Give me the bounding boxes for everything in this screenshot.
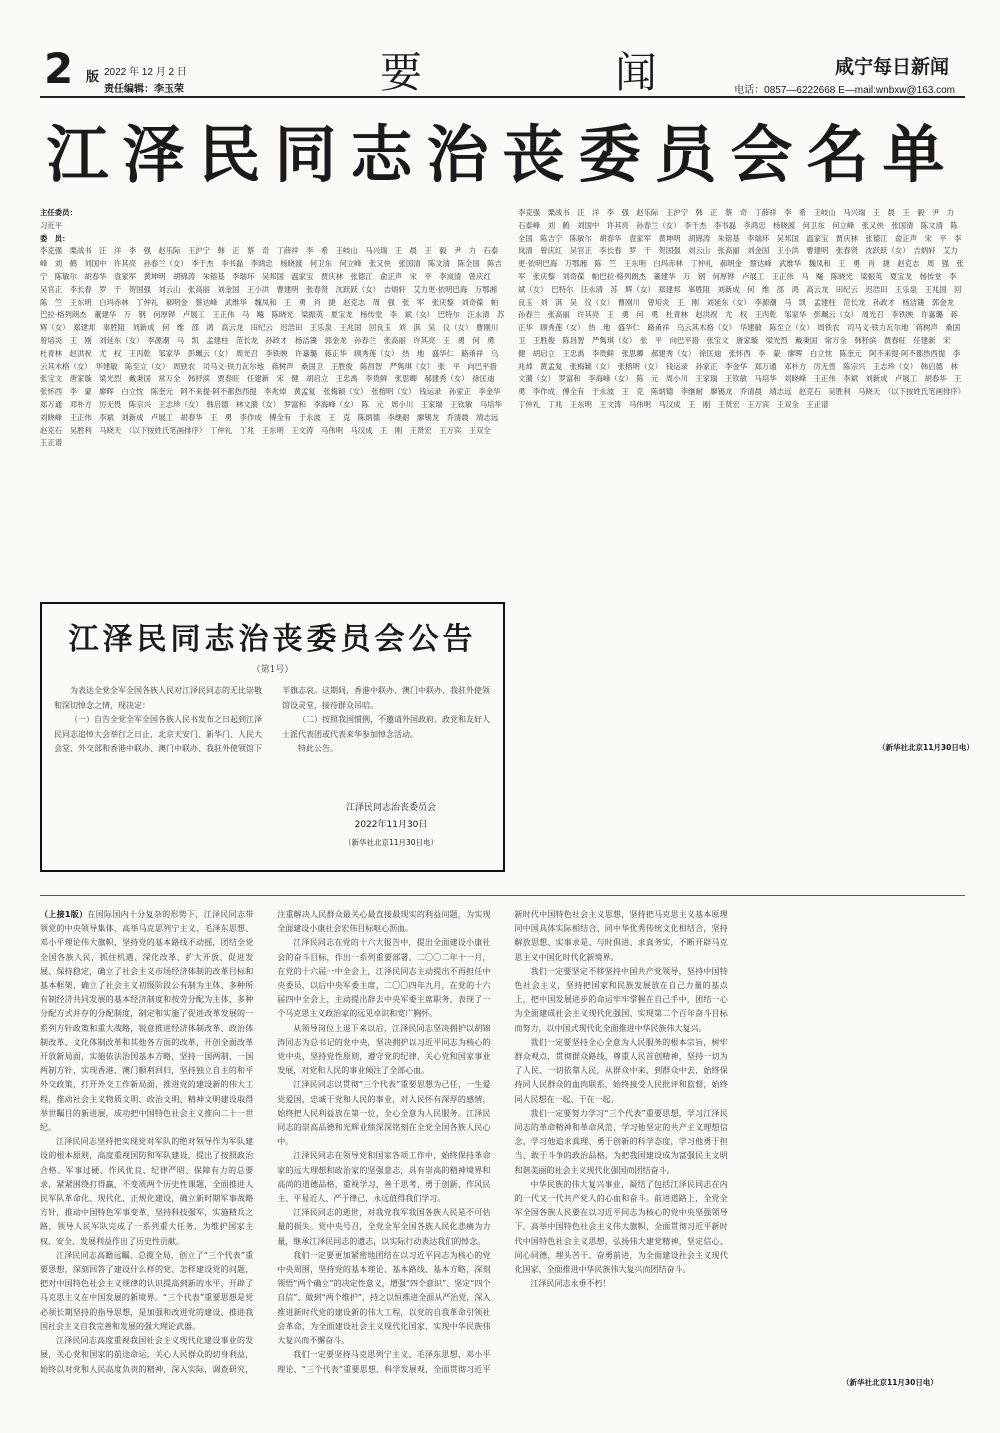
- editor-name: 李玉荣: [154, 84, 184, 95]
- article-paragraph: 江泽民同志在党的十六大报告中，提出全面建设小康社会的奋斗目标，作出一系列重要部署。二〇〇二年十一月，在党的十六届一中全会上，江泽民同志主动提出不再担任中央委员，以后中央军委主席，二〇〇四年九月，在党的十六届四中全会上，主动提出辞去中央军委主席职务，表现了一个马克思主义政治家的远见卓识和宽广胸怀。: [277, 938, 491, 1019]
- announcement-title: 江泽民同志治丧委员会公告: [68, 622, 477, 657]
- article-paragraph: 我们一定要努力学习“三个代表”重要思想，学习江泽民同志的革命精神和革命风范，学习他坚定的共产主义理想信念，学习他追求真理、勇于创新的科学态度，学习他勇于担当、敢于斗争的政治品格，为把我国建设成为富强民主文明和谐美丽的社会主义现代化强国而团结奋斗。: [514, 1108, 728, 1175]
- article-source: （新华社北京11月30日电）: [842, 1378, 938, 1387]
- members-label: 委 员：: [40, 233, 70, 243]
- name-list-left: [40, 207, 512, 599]
- signer: 江泽民同志治丧委员会: [345, 803, 436, 813]
- announcement-signature: [291, 800, 491, 851]
- committee-name-list: [40, 207, 972, 599]
- announcement-end: 特此公告。: [298, 744, 338, 753]
- article-paragraph: 我们一定要更加紧密地团结在以习近平同志为核心的党中央周围，坚持党的基本理论、基本路线、基本方略，深刻领悟“两个确立”的决定性意义，增强“四个意识”、坚定“四个自信”、做到“两个维护”，持之以恒推进全面从严治党，深入推进新时代党的建设新的伟大工程，以党的自我革命引领社会革命，为全面建设社会主义现代化国家、实现中华民族伟大复兴而不懈奋斗。: [277, 1250, 491, 1346]
- article-paragraph: 江泽民同志坚持把实现党对军队的绝对领导作为军队建设的根本原则，高度重视国防和军队建设，提出了按照政治合格、军事过硬、作风优良、纪律严明、保障有力的总要求，紧紧围绕打得赢、不变质两个历史性课题，全面推进人民军队革命化、现代化、正规化建设，确立新时期军事战略方针，推动中国特色军事变革，坚持科技强军，实施精兵之路，领导人民军队完成了一系列重大任务，为维护国家主权、安全、发展利益作出了历史性贡献。: [40, 1137, 254, 1246]
- page-headline: 江泽民同志治丧委员会名单: [46, 118, 959, 191]
- article-paragraph: 江泽民同志在领导党和国家各项工作中，始终保持革命家的远大理想和政治家的坚强意志，具有崇高的精神境界和高尚的道德品格，重视学习、善于思考、勇于创新，作风民主、平易近人、严于律己，永远值得我们学习。: [277, 1151, 491, 1204]
- article-paragraph: （上接1版）在国际国内十分复杂的形势下，江泽民同志带领党的中央领导集体，高举马克思列宁主义、毛泽东思想、邓小平理论伟大旗帜，坚持党的基本路线不动摇，团结全党全国各族人民，抓住机遇、深化改革、扩大开放、促进发展、保持稳定，确立了社会主义市场经济体制的改革目标和基本框架，确立了社会主义初级阶段公有制为主体、多种所有制经济共同发展的基本经济制度和按劳分配为主体、多种分配方式并存的分配制度，制定和实施了促进改革发展的一系列方针政策和重大战略，锐意推进经济体制改革、政治体制改革、文化体制改革和其他各方面的改革，开创全面改革开放新局面，实施依法治国基本方略，坚持一国两制、一国两制方针，实现香港、澳门顺利回归，坚持独立自主的和平外交政策，打开外交工作新局面，推进党的建设新的伟大工程，推动社会主义物质文明、政治文明、精神文明建设取得举世瞩目的新进展，成功把中国特色社会主义推向二十一世纪。: [40, 910, 254, 1133]
- announcement-item-2: （二）按照我国惯例，不邀请外国政府、政党和友好人士派代表团或代表来华参加悼念活动。: [282, 715, 490, 739]
- name-list-right: [518, 207, 972, 599]
- article-paragraph: 中华民族的伟大复兴事业，凝结了包括江泽民同志在内的一代又一代共产党人的心血和奋斗。前进道路上，全党全军全国各族人民要在以习近平同志为核心的党中央坚强领导下，高举中国特色社会主义伟大旗帜，全面贯彻习近平新时代中国特色社会主义思想，弘扬伟大建党精神，坚定信心、同心同德，埋头苦干、奋勇前进，为全面建设社会主义现代化国家、全面推进中华民族伟大复兴而团结奋斗。: [514, 1179, 728, 1275]
- article-paragraph: 我们一定要坚定不移坚持中国共产党领导，坚持中国特色社会主义，坚持把国家和民族发展放在自己力量的基点上，把中国发展进步的命运牢牢掌握在自己手中，团结一心为全面建成社会主义现代化强国、实现第二个百年奋斗目标而努力，以中国式现代化全面推进中华民族伟大复兴。: [514, 966, 728, 1033]
- page-unit: 版: [86, 70, 100, 85]
- members-names: 李克强 栗战书 汪 洋 李 强 赵乐际 王沪宁 韩 正 蔡 奇 丁薛祥 李 希 王岐山 马兴瑞 王 晨 王 毅 尹 力 石泰峰 刘 鹤 刘国中 许其亮 孙春兰（女） 李干杰 李书磊 李鸿忠 杨晓渡 何卫东 何立峰 张又侠 张国清 陈文清 陈全国 陈吉宁 陈敏尔 胡春华 袁家军 黄坤明 胡锦涛 朱镕基 李瑞环 吴邦国 温家宝 贾庆林 张德江 俞正声 宋 平 李岚清 曾庆红 吴官正 李长春 罗 干 贺国强 刘云山 张高丽 刘金国 王小洪 曹建明 张春贤 沈跃跃（女） 吉炳轩 艾力更·依明巴海 万鄂湘 陈 竺 王东明 白玛赤林 丁仲礼 郝明金 蔡达峰 武维华 魏凤和 王 勇 肖 捷 赵克志 周 强 张 军 张庆黎 刘奇葆 帕巴拉·格列朗杰 董建华 万 钢 何厚铧 卢展工 王正伟 马 飚 陈晓光 梁振英 夏宝龙 杨传堂 李 斌（女） 巴特尔 汪永清 苏 辉（女） 郑建邦 辜胜阻 刘新成 何 维 邵 鸿 高云龙 田纪云 迟浩田 王乐泉 王兆国 回良玉 刘 淇 吴 仪（女） 曹刚川 曾培炎 王 刚 刘延东（女） 李源潮 马 凯 孟建柱 范长龙 孙政才 杨洁篪 郭金龙 孙春兰 张高丽 许其亮 王 勇 何 勇 杜青林 赵洪祝 尤 权 王丙乾 邹家华 彭珮云（女） 周光召 李铁映 许嘉璐 蒋正华 顾秀莲（女） 热 地 盛华仁 路甬祥 乌云其木格（女） 华建敏 陈至立（女） 周铁农 司马义·铁力瓦尔地 蒋树声 桑国卫 王胜俊 陈昌智 严隽琪（女） 张 平 向巴平措 张宝文 唐家璇 梁光烈 戴秉国 常万全 韩杼滨 贾春旺 任建新 宋 健 胡启立 王忠禹 李贵鲜 张思卿 郝建秀（女） 徐匡迪 张怀西 李 蒙 廖晖 白立忱 陈奎元 阿不来提·阿不都热西提 李兆焯 黄孟复 张梅颖（女） 张榕明（女） 钱运录 孙家正 李金华 郑万通 邓朴方 厉无畏 陈宗兴 王志珍（女） 韩启德 林文漪（女） 罗富和 李海峰（女） 陈 元 周小川 王家瑞 王钦敏 马培华 刘晓峰 王正伟 李斌 刘新成 卢展工 胡春华 王 勇 李作成 傅全有 于永波 王 克 陈炳德 李继耐 廖锡龙 乔清晨 靖志远 赵克石 吴胜利 马晓天 （以下按姓氏笔画排序） 丁仲礼 丁兆 王东明 王文涛 马伟明 马汉成 王 刚 王贤宏 王万宾 王双全 王正谱: [40, 246, 512, 448]
- issue-date: 2022 年 12 月 2 日: [104, 67, 187, 78]
- announcement-source: （新华社北京11月30日电）: [343, 838, 439, 847]
- editor-label: 责任编辑：: [104, 84, 154, 95]
- masthead: [40, 36, 965, 98]
- article-body: [40, 908, 965, 1378]
- article-paragraph: 江泽民同志以贯彻“三个代表”重要思想为己任，一生爱党爱国，忠诚于党和人民的事业，对人民怀有深厚的感情，始终把人民利益放在第一位，全心全意为人民服务。江泽民同志的崇高品德和光辉业绩深深铭刻在全党全国各族人民心中。: [277, 1080, 491, 1147]
- divider: [40, 895, 965, 896]
- article-paragraph: 江泽民同志高瞻远瞩、总揽全局，创立了“三个代表”重要思想，深刻回答了建设什么样的党、怎样建设党的问题，把对中国特色社会主义规律的认识提高到新的水平，开辟了马克思主义在中国发展的新境界。“三个代表”重要思想是党必须长期坚持的指导思想，是加强和改进党的建设、推进我国社会主义自我完善和发展的强大理论武器。: [40, 1250, 254, 1331]
- continued-from-label: （上接1版）: [40, 910, 88, 919]
- announcement-box: [40, 602, 505, 872]
- article-paragraph: 江泽民同志高度重视我国社会主义现代化建设事业的发展，关心党和国家的前途命运，关心人民群众的切身利益，始终以对党和人民高度负责的精神，深入实际，调查研究，注重解决人民群众最关心最直接最现实的利益问题，为实现全面建设小康社会宏伟目标呕心沥血。: [40, 910, 491, 1374]
- section-title-left: 要: [380, 48, 429, 97]
- article-closing: 江泽民同志永垂不朽！: [530, 1279, 611, 1289]
- signed-date: 2022年11月30日: [354, 820, 428, 830]
- announcement-intro: 为表达全党全军全国各族人民对江泽民同志的无比崇敬和深切悼念之情，现决定：: [54, 686, 262, 710]
- chair-name: 习近平: [40, 220, 63, 230]
- section-title-right: 闻: [615, 48, 658, 97]
- contact-info: 电话：0857—6222668 E—mail:wnbxw@163.com: [734, 85, 955, 96]
- announcement-number: （第1号）: [251, 665, 294, 675]
- chair-label: 主任委员：: [40, 208, 77, 217]
- article-paragraph: 江泽民同志的逝世，对我党我军我国各族人民是不可估量的损失。党中央号召，全党全军全国各族人民化悲痛为力量，继承江泽民同志的遗志，以实际行动表达我们的悼念。: [277, 1208, 491, 1246]
- article-paragraph: 从领导岗位上退下来以后，江泽民同志坚决拥护以胡锦涛同志为总书记的党中央，坚决拥护以习近平同志为核心的党中央，坚持党性原则，遵守党的纪律，关心党和国家事业发展，对党和人民的事业倾注了全部心血。: [277, 1023, 491, 1076]
- newspaper-name: 咸宁每日新闻: [834, 56, 949, 78]
- article-paragraph: 我们一定要坚持马克思列宁主义、毛泽东思想、邓小平理论、“三个代表”重要思想、科学发展观，全面贯彻习近平新时代中国特色社会主义思想，坚持把马克思主义基本原理同中国具体实际相结合、同中华优秀传统文化相结合，坚持解放思想、实事求是、与时俱进、求真务实，不断开辟马克思主义中国化时代化新境界。: [277, 910, 728, 1374]
- page-number: 2: [44, 44, 74, 93]
- editor-line: [104, 80, 184, 95]
- members-names-continued: 李克强 栗战书 汪 洋 李 强 赵乐际 王沪宁 韩 正 蔡 奇 丁薛祥 李 希 王岐山 马兴瑞 王 晨 王 毅 尹 力 石泰峰 刘 鹤 刘国中 许其亮 孙春兰（女） 李干杰 李书磊 李鸿忠 杨晓渡 何卫东 何立峰 张又侠 张国清 陈文清 陈全国 陈吉宁 陈敏尔 胡春华 袁家军 黄坤明 胡锦涛 朱镕基 李瑞环 吴邦国 温家宝 贾庆林 张德江 俞正声 宋 平 李岚清 曾庆红 吴官正 李长春 罗 干 贺国强 刘云山 张高丽 刘金国 王小洪 曹建明 张春贤 沈跃跃（女） 吉炳轩 艾力更·依明巴海 万鄂湘 陈 竺 王东明 白玛赤林 丁仲礼 郝明金 蔡达峰 武维华 魏凤和 王 勇 肖 捷 赵克志 周 强 张 军 张庆黎 刘奇葆 帕巴拉·格列朗杰 董建华 万 钢 何厚铧 卢展工 王正伟 马 飚 陈晓光 梁振英 夏宝龙 杨传堂 李 斌（女） 巴特尔 汪永清 苏 辉（女） 郑建邦 辜胜阻 刘新成 何 维 邵 鸿 高云龙 田纪云 迟浩田 王乐泉 王兆国 回良玉 刘 淇 吴 仪（女） 曹刚川 曾培炎 王 刚 刘延东（女） 李源潮 马 凯 孟建柱 范长龙 孙政才 杨洁篪 郭金龙 孙春兰 张高丽 许其亮 王 勇 何 勇 杜青林 赵洪祝 尤 权 王丙乾 邹家华 彭珮云（女） 周光召 李铁映 许嘉璐 蒋正华 顾秀莲（女） 热 地 盛华仁 路甬祥 乌云其木格（女） 华建敏 陈至立（女） 周铁农 司马义·铁力瓦尔地 蒋树声 桑国卫 王胜俊 陈昌智 严隽琪（女） 张 平 向巴平措 张宝文 唐家璇 梁光烈 戴秉国 常万全 韩杼滨 贾春旺 任建新 宋 健 胡启立 王忠禹 李贵鲜 张思卿 郝建秀（女） 徐匡迪 张怀西 李 蒙 廖晖 白立忱 陈奎元 阿不来提·阿不都热西提 李兆焯 黄孟复 张梅颖（女） 张榕明（女） 钱运录 孙家正 李金华 郑万通 邓朴方 厉无畏 陈宗兴 王志珍（女） 韩启德 林文漪（女） 罗富和 李海峰（女） 陈 元 周小川 王家瑞 王钦敏 马培华 刘晓峰 王正伟 李斌 刘新成 卢展工 胡春华 王 勇 李作成 傅全有 于永波 王 克 陈炳德 李继耐 廖锡龙 乔清晨 靖志远 赵克石 吴胜利 马晓天 （以下按姓氏笔画排序） 丁仲礼 丁兆 王东明 王文涛 马伟明 马汉成 王 刚 王贤宏 王万宾 王双全 王正谱: [518, 208, 972, 409]
- announcement-item-1: （一）自告全党全军全国各族人民书发布之日起到江泽民同志追悼大会举行之日止，北京天安门、新华门、人民大会堂、外交部和香港中联办、澳门中联办、我驻外使领馆下半旗志哀。这期间，香港中联办、澳门中联办、我驻外使领馆设灵堂，接待群众吊唁。: [54, 686, 490, 753]
- list-source: （新华社北京11月30日电）: [878, 743, 974, 752]
- announcement-body: [54, 684, 494, 796]
- article-paragraph: 我们一定要坚持全心全意为人民服务的根本宗旨，树牢群众观点，贯彻群众路线，尊重人民首创精神，坚持一切为了人民、一切依靠人民，从群众中来、到群众中去，始终保持同人民群众的血肉联系，始终接受人民批评和监督，始终同人民想在一起、干在一起。: [514, 1037, 728, 1104]
